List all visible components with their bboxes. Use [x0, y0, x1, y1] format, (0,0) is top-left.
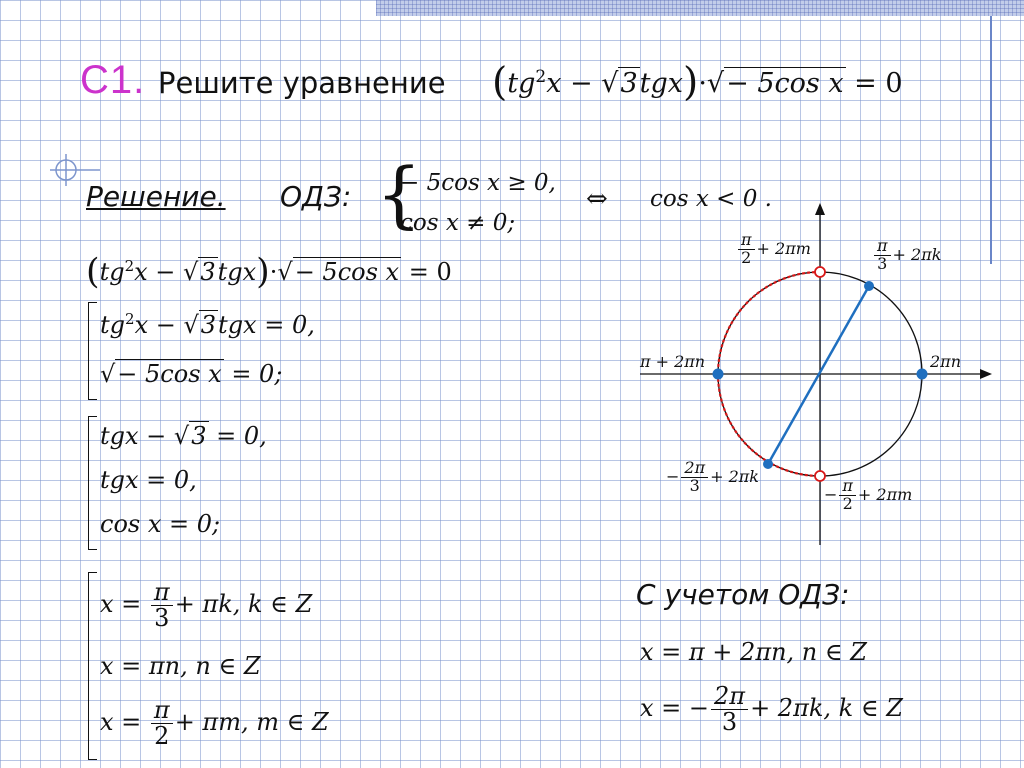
label-pi: π + 2πn [640, 352, 706, 371]
x-axis-arrow [980, 369, 992, 379]
y-axis-arrow [815, 203, 825, 215]
odz-result: cos x < 0 . [650, 186, 772, 212]
odz-line-1: − 5cos x ≥ 0, [400, 170, 556, 196]
step4-line-2: x = πn, n ∈ Z [100, 652, 261, 680]
label-2pi: 2πn [930, 352, 961, 371]
step2-bracket [88, 302, 97, 400]
point-pi-3 [864, 281, 874, 291]
step2-line-2: √− 5cos x = 0; [100, 360, 283, 388]
problem-title: Решите уравнение [158, 66, 446, 100]
step3-line-1: tgx − √3 = 0, [100, 422, 267, 450]
tangent-chord [768, 286, 869, 464]
point-pi-2-open [815, 267, 825, 277]
label-minus-2pi-3: − $\frac{2\pi}{3}$ + 2πk [666, 458, 759, 495]
step4-bracket [88, 572, 97, 760]
problem-equation: $(tg^2x - √3tgx)\cdot√- 5\cos$ x = 0 [492, 60, 903, 105]
equivalence-symbol: ⇔ [586, 184, 608, 214]
point-pi [713, 369, 724, 380]
step3-line-3: cos x = 0; [100, 510, 221, 538]
odz-brace: { [376, 152, 422, 236]
label-minus-pi-2: − $\frac{\pi}{2}$ + 2πm [824, 476, 913, 513]
solution-heading: Решение. [86, 180, 226, 213]
top-decorative-bar [376, 0, 1024, 16]
point-2pi [917, 369, 928, 380]
point-minus-2pi-3 [763, 459, 773, 469]
step2-line-1: $tg^2x - √3tgx = 0$, [100, 310, 315, 339]
step4-line-1: x = $\frac{\pi}{3}$ + πk, k ∈ Z [100, 578, 313, 633]
step3-line-2: tgx = 0, [100, 466, 197, 494]
label-pi-3: $\frac{\pi}{3}$ + 2πk [872, 238, 941, 273]
answer-line-2: x = − $\frac{2\pi}{3}$ + 2πk, k ∈ Z [640, 682, 903, 737]
answer-line-1: x = π + 2πn, n ∈ Z [640, 638, 867, 666]
label-pi-2: $\frac{\pi}{2}$ + 2πm [736, 232, 811, 267]
odz-label: ОДЗ: [280, 180, 352, 213]
problem-number: С1. [80, 58, 146, 102]
step1-equation: $(tg^2x - √3tgx)\cdot√- 5\cos$ x = 0 [86, 252, 452, 292]
step4-line-3: x = $\frac{\pi}{2}$ + πm, m ∈ Z [100, 696, 329, 751]
step3-bracket [88, 416, 97, 550]
answer-heading: С учетом ОДЗ: [636, 578, 850, 611]
odz-line-2: cos x ≠ 0; [400, 210, 516, 236]
